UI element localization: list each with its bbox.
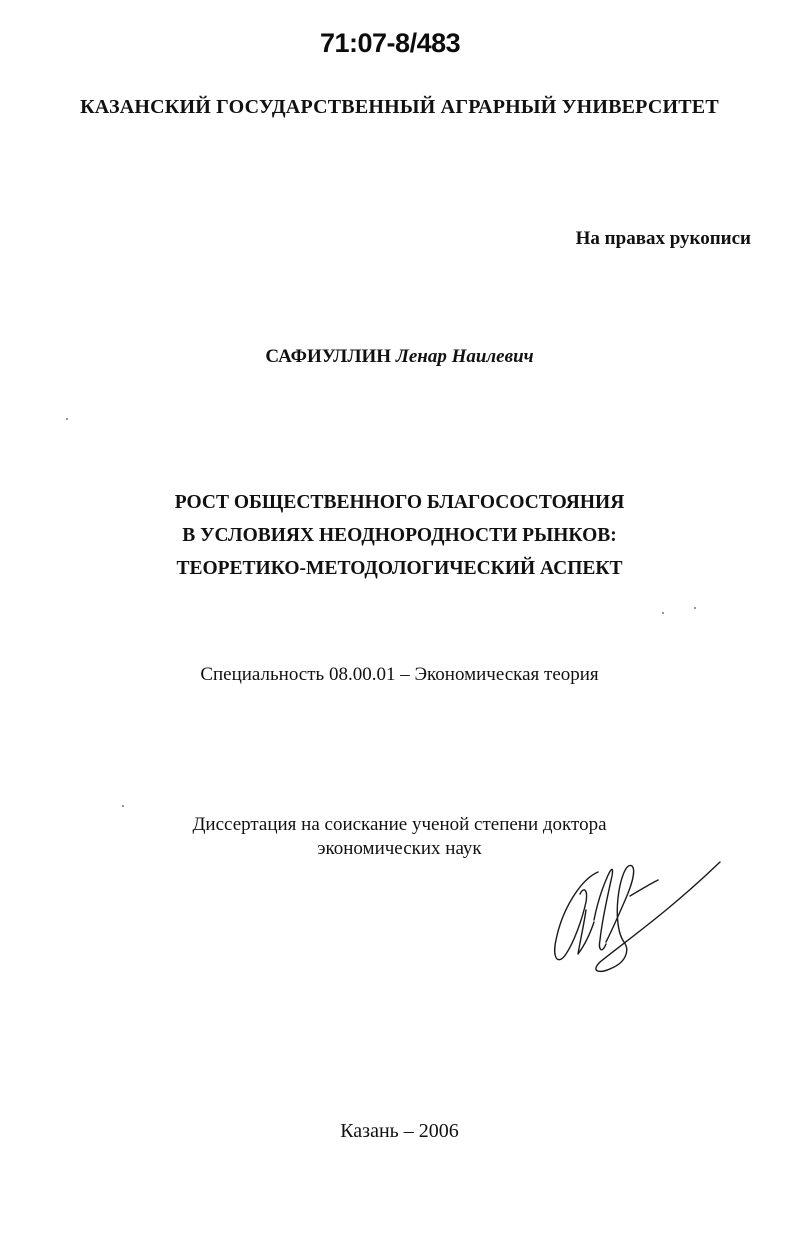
archive-code: 71:07-8/483	[320, 28, 461, 58]
university-name: КАЗАНСКИЙ ГОСУДАРСТВЕННЫЙ АГРАРНЫЙ УНИВЕРСИТЕТ	[80, 96, 719, 118]
title-line: ТЕОРЕТИКО-МЕТОДОЛОГИЧЕСКИЙ АСПЕКТ	[176, 558, 623, 579]
scan-speck	[694, 607, 696, 609]
title-line: В УСЛОВИЯХ НЕОДНОРОДНОСТИ РЫНКОВ:	[182, 525, 617, 546]
degree-line: экономических наук	[317, 838, 482, 859]
scan-speck	[122, 805, 124, 807]
title-line: РОСТ ОБЩЕСТВЕННОГО БЛАГОСОСТОЯНИЯ	[174, 492, 625, 513]
dissertation-title	[0, 486, 799, 585]
specialty: Специальность 08.00.01 – Экономическая теория	[200, 664, 599, 685]
author-given-names: Ленар Наилевич	[395, 346, 534, 367]
author-surname: САФИУЛЛИН	[265, 346, 392, 367]
scan-speck	[66, 418, 68, 420]
degree-line: Диссертация на соискание ученой степени доктора	[192, 814, 607, 835]
signature-icon	[540, 850, 740, 990]
scan-speck	[662, 612, 664, 614]
author-name	[0, 346, 799, 368]
place-and-year: Казань – 2006	[340, 1120, 459, 1142]
manuscript-note: На правах рукописи	[575, 228, 751, 249]
